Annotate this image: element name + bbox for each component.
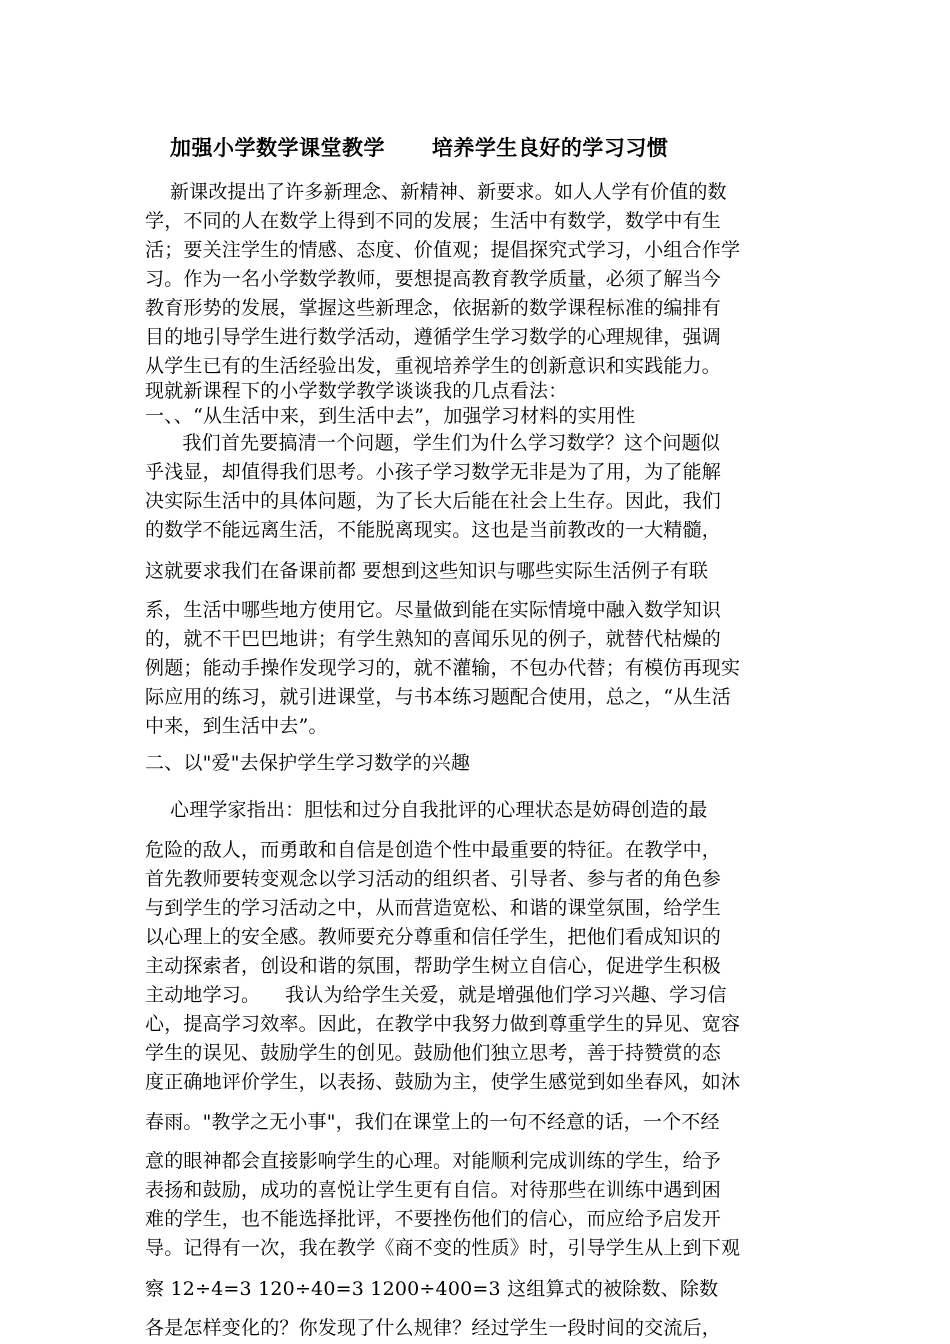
paragraph-line: 春雨。"教学之无小事"，我们在课堂上的一句不经意的话，一个不经 — [145, 1111, 720, 1133]
paragraph-line: 意的眼神都会直接影响学生的心理。对能顺利完成训练的学生，给予 — [145, 1150, 722, 1172]
document-title: 加强小学数学课堂教学 培养学生良好的学习习惯 — [170, 135, 669, 160]
paragraph-line: 习。作为一名小学数学教师，要想提高教育教学质量，必须了解当今 — [145, 268, 722, 290]
paragraph-line: 学生的误见、鼓励学生的创见。鼓励他们独立思考，善于持赞赏的态 — [145, 1042, 722, 1064]
paragraph-line: 新课改提出了许多新理念、新精神、新要求。如人人学有价值的数 — [145, 181, 727, 203]
paragraph-line: 目的地引导学生进行数学活动，遵循学生学习数学的心理规律，强调 — [145, 326, 722, 348]
paragraph-line: 表扬和鼓励，成功的喜悦让学生更有自信。对待那些在训练中遇到困 — [145, 1179, 722, 1201]
section-heading-2: 二、以"爱"去保护学生学习数学的兴趣 — [145, 752, 471, 774]
paragraph-line: 察 12÷4=3 120÷40=3 1200÷400=3 这组算式的被除数、除数 — [145, 1278, 719, 1300]
paragraph-line: 各是怎样变化的？你发现了什么规律？经过学生一段时间的交流后， — [145, 1317, 722, 1339]
paragraph-line: 教育形势的发展，掌握这些新理念，依据新的数学课程标准的编排有 — [145, 297, 722, 319]
paragraph-line: 例题；能动手操作发现学习的，就不灌输，不包办代替；有模仿再现实 — [145, 657, 741, 679]
paragraph-line: 与到学生的学习活动之中，从而营造宽松、和谐的课堂氛围，给学生 — [145, 897, 722, 919]
paragraph-line: 乎浅显，却值得我们思考。小孩子学习数学无非是为了用，为了能解 — [145, 461, 722, 483]
paragraph-line: 首先教师要转变观念以学习活动的组织者、引导者、参与者的角色参 — [145, 868, 722, 890]
paragraph-line: 主动探索者，创设和谐的氛围，帮助学生树立自信心，促进学生积极 — [145, 955, 722, 977]
paragraph-line: 我们首先要搞清一个问题，学生们为什么学习数学？这个问题似 — [145, 432, 721, 454]
paragraph-line: 决实际生活中的具体问题，为了长大后能在社会上生存。因此，我们 — [145, 490, 722, 512]
paragraph-line: 导。记得有一次，我在教学《商不变的性质》时，引导学生从上到下观 — [145, 1237, 741, 1259]
paragraph-line: 难的学生，也不能选择批评，不要挫伤他们的信心，而应给予启发开 — [145, 1208, 722, 1230]
paragraph-line: 现就新课程下的小学数学教学谈谈我的几点看法： — [145, 380, 568, 402]
section-heading-1: 一、、“从生活中来，到生活中去”，加强学习材料的实用性 — [145, 405, 636, 427]
paragraph-line: 际应用的练习，就引进课堂，与书本练习题配合使用，总之，“从生活 — [145, 686, 731, 708]
paragraph-line: 活；要关注学生的情感、态度、价值观；提倡探究式学习，小组合作学 — [145, 239, 741, 261]
paragraph-line: 主动地学习。 我认为给学生关爱，就是增强他们学习兴趣、学习信 — [145, 984, 727, 1006]
paragraph-line: 中来，到生活中去”。 — [145, 715, 328, 737]
paragraph-line: 的数学不能远离生活，不能脱离现实。这也是当前教改的一大精髓， — [145, 519, 722, 541]
paragraph-line: 危险的敌人，而勇敢和自信是创造个性中最重要的特征。在教学中， — [145, 839, 722, 861]
paragraph-line: 心，提高学习效率。因此，在教学中我努力做到尊重学生的异见、宽容 — [145, 1013, 741, 1035]
paragraph-line: 心理学家指出：胆怯和过分自我批评的心理状态是妨碍创造的最 — [145, 799, 708, 821]
paragraph-line: 学，不同的人在数学上得到不同的发展；生活中有数学，数学中有生 — [145, 210, 722, 232]
paragraph-line: 的，就不干巴巴地讲；有学生熟知的喜闻乐见的例子，就替代枯燥的 — [145, 628, 722, 650]
paragraph-line: 这就要求我们在备课前都 要想到这些知识与哪些实际生活例子有联 — [145, 560, 709, 582]
paragraph-line: 系，生活中哪些地方使用它。尽量做到能在实际情境中融入数学知识 — [145, 599, 722, 621]
paragraph-line: 从学生已有的生活经验出发，重视培养学生的创新意识和实践能力。 — [145, 355, 722, 377]
paragraph-line: 度正确地评价学生，以表扬、鼓励为主，使学生感觉到如坐春风，如沐 — [145, 1071, 741, 1093]
paragraph-line: 以心理上的安全感。教师要充分尊重和信任学生，把他们看成知识的 — [145, 926, 722, 948]
